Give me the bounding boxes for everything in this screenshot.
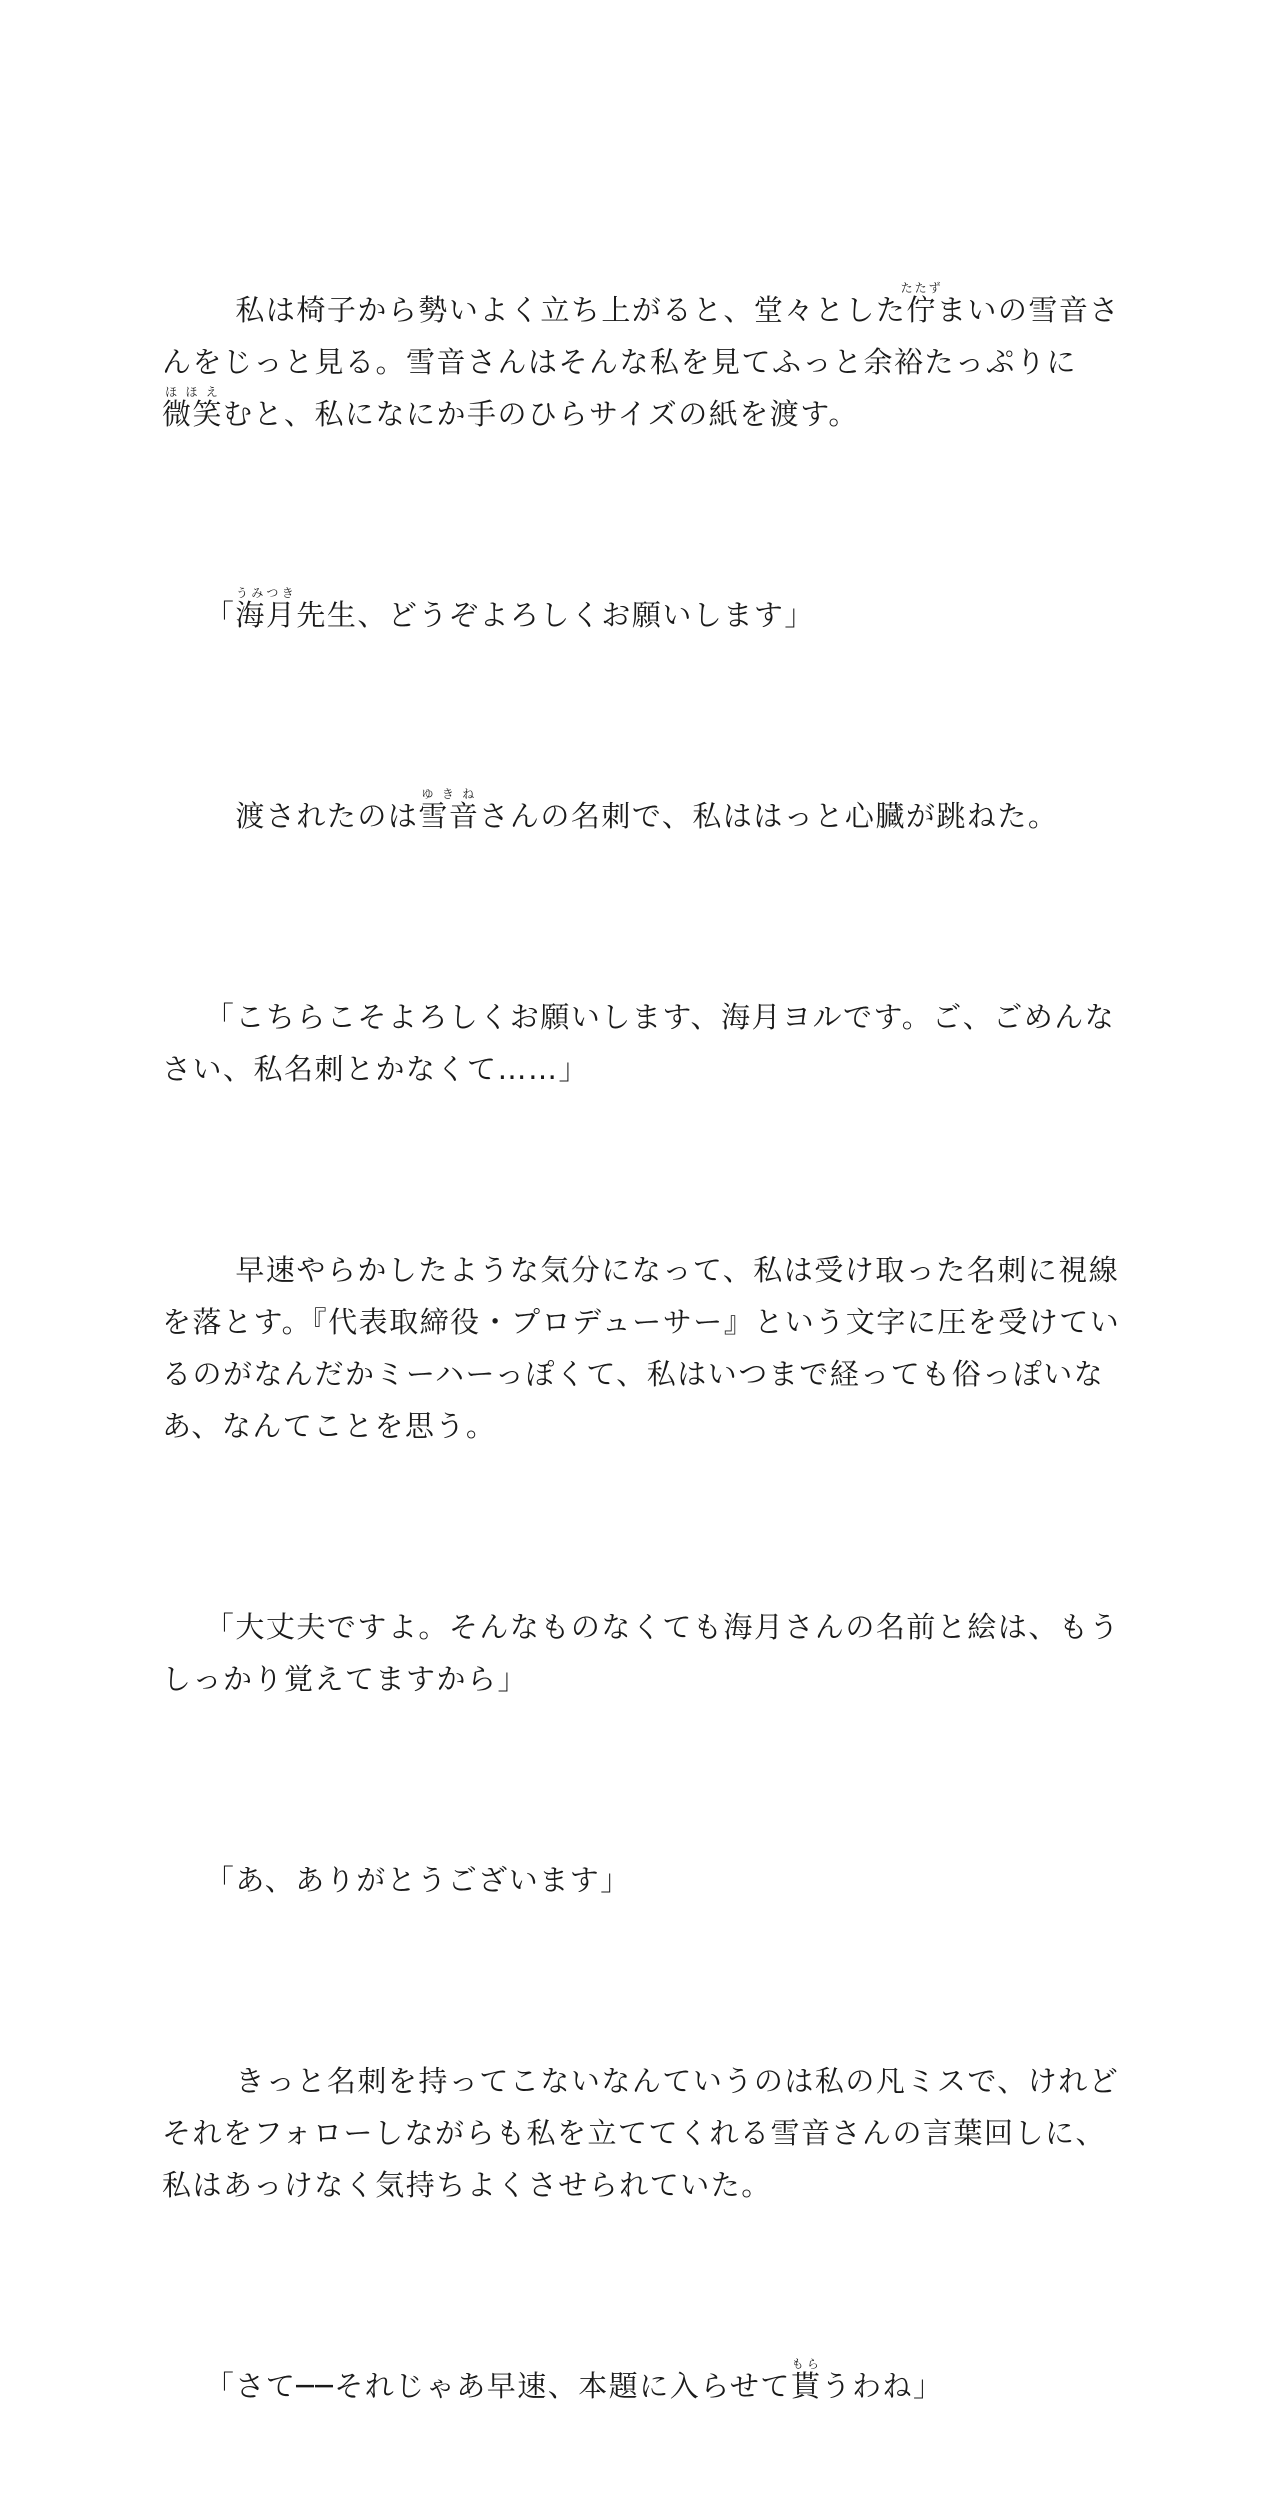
paragraph-9 [162, 2308, 1122, 2464]
text-segment: 早速やらかしたような気分になって、私は受け取った名刺に視線を落とす。『代表取締役・プロデューサー』という文字に圧を受けているのがなんだかミーハーっぽくて、私はいつまで経っても俗っぽいなあ、なんてことを思う。 [162, 1253, 1121, 1443]
text-segment: 渡されたのは [204, 799, 419, 833]
text-segment: 「こちらこそよろしくお願いします、海月ヨルです。ご、ごめんなさい、私名刺とかなくて……」 [162, 1000, 1116, 1086]
paragraph-6 [162, 1549, 1122, 1757]
ruby-base: 微笑 [162, 397, 224, 431]
text-segment: 「あ、ありがとうございます」 [204, 1863, 631, 1897]
ruby-reading: ほほえ [162, 385, 223, 399]
ruby-reading: ゆきね [418, 787, 480, 801]
ruby-reading: たたず [900, 281, 943, 295]
ruby-annotation [900, 281, 943, 327]
paragraph-2 [162, 537, 1122, 693]
text-segment: うわね」 [821, 2369, 944, 2403]
ruby-reading: うみつき [235, 586, 297, 600]
text-segment: 先生、どうぞよろしくお願いします」 [296, 598, 815, 632]
ruby-reading: もら [790, 2357, 822, 2371]
ruby-annotation [162, 385, 224, 431]
text-segment: まいの雪音さんをじっと見る。雪音さんはそんな私を見てふっと余裕たっぷりに [162, 293, 1120, 379]
ruby-base: 海月 [235, 598, 297, 632]
ruby-annotation [235, 586, 297, 632]
paragraph-1 [162, 232, 1122, 492]
ruby-annotation [418, 787, 480, 833]
ruby-base: 佇 [900, 293, 943, 327]
paragraph-4 [162, 939, 1122, 1147]
paragraph-3 [162, 738, 1122, 894]
text-segment: むと、私になにか手のひらサイズの紙を渡す。 [223, 397, 859, 431]
document-page [162, 232, 1122, 2509]
text-segment: きっと名刺を持ってこないなんていうのは私の凡ミスで、けれどそれをフォローしながらも私を立ててくれる雪音さんの言葉回しに、私はあっけなく気持ちよくさせられていた。 [162, 2064, 1120, 2202]
text-segment: 私は椅子から勢いよく立ち上がると、堂々とした [204, 293, 907, 327]
text-segment: さんの名刺で、私ははっと心臓が跳ねた。 [479, 799, 1059, 833]
paragraph-8 [162, 2003, 1122, 2263]
ruby-base: 雪音 [418, 799, 480, 833]
paragraph-5 [162, 1192, 1122, 1504]
text-segment: 「 [204, 598, 236, 632]
paragraph-7 [162, 1802, 1122, 1958]
text-segment: 「さて──それじゃあ早速、本題に入らせて [204, 2369, 791, 2403]
text-segment: 「大丈夫ですよ。そんなものなくても海月さんの名前と絵は、もうしっかり覚えてますから」 [162, 1610, 1120, 1696]
ruby-annotation [790, 2357, 822, 2403]
ruby-base: 貰 [790, 2369, 822, 2403]
